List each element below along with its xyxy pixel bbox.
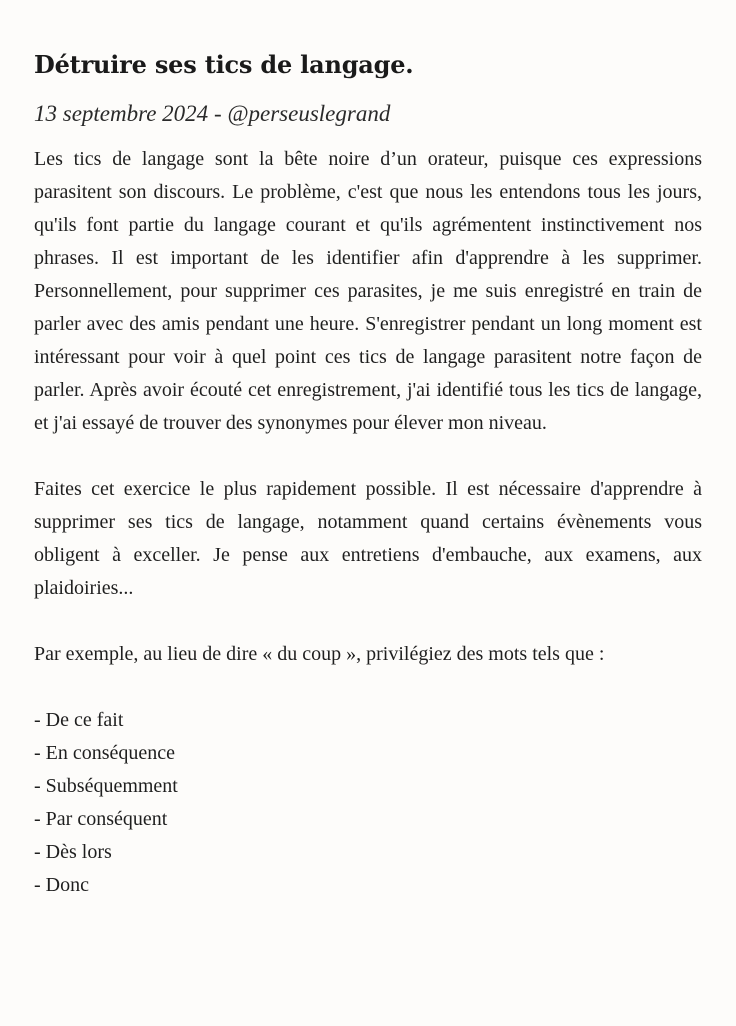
list-item: - Donc — [34, 874, 89, 896]
paragraph-spacer — [34, 605, 702, 638]
paragraph-3: Par exemple, au lieu de dire « du coup », privilégiez des mots tels que : — [34, 643, 605, 665]
list-item: - En conséquence — [34, 742, 176, 764]
paragraph-1: Les tics de langage sont la bête noire d’un orateur, puisque ces expressions parasitent son discours. Le problème, c'est que nous les entendons tous les jours, qu'ils font partie du langage courant et qu'ils agrémentent instinctivement nos phrases. Il est important de les identifier afin d'apprendre à les supprimer. Personnellement, pour supprimer ces parasites, je me suis enregistré en train de parler avec des amis pendant une heure. S'enregistrer pendant un long moment est intéressant pour voir à quel point ces tics de langage parasitent notre façon de parler. Après avoir écouté cet enregistrement, j'ai identifié tous les tics de langage, et j'ai essayé de trouver des synonymes pour élever mon niveau. — [34, 148, 702, 434]
paragraph-2: Faites cet exercice le plus rapidement possible. Il est nécessaire d'apprendre à supprimer ses tics de langage, notamment quand certains évènements vous obligent à exceller. Je pense aux entretiens d'embauche, aux examens, aux plaidoiries... — [34, 478, 702, 599]
list-item: - Dès lors — [34, 841, 112, 863]
article-body — [34, 143, 702, 902]
list-item: - Subséquemment — [34, 775, 178, 797]
article-meta — [34, 99, 702, 129]
paragraph-spacer — [34, 440, 702, 473]
list-item: - De ce fait — [34, 709, 124, 731]
article-title: Détruire ses tics de langage. — [34, 50, 414, 79]
meta-separator: - — [208, 101, 228, 126]
article-date: 13 septembre 2024 — [34, 101, 209, 126]
list-item: - Par conséquent — [34, 808, 168, 830]
article-author: @perseuslegrand — [227, 101, 391, 126]
paragraph-spacer — [34, 671, 702, 704]
synonym-list — [34, 704, 702, 902]
